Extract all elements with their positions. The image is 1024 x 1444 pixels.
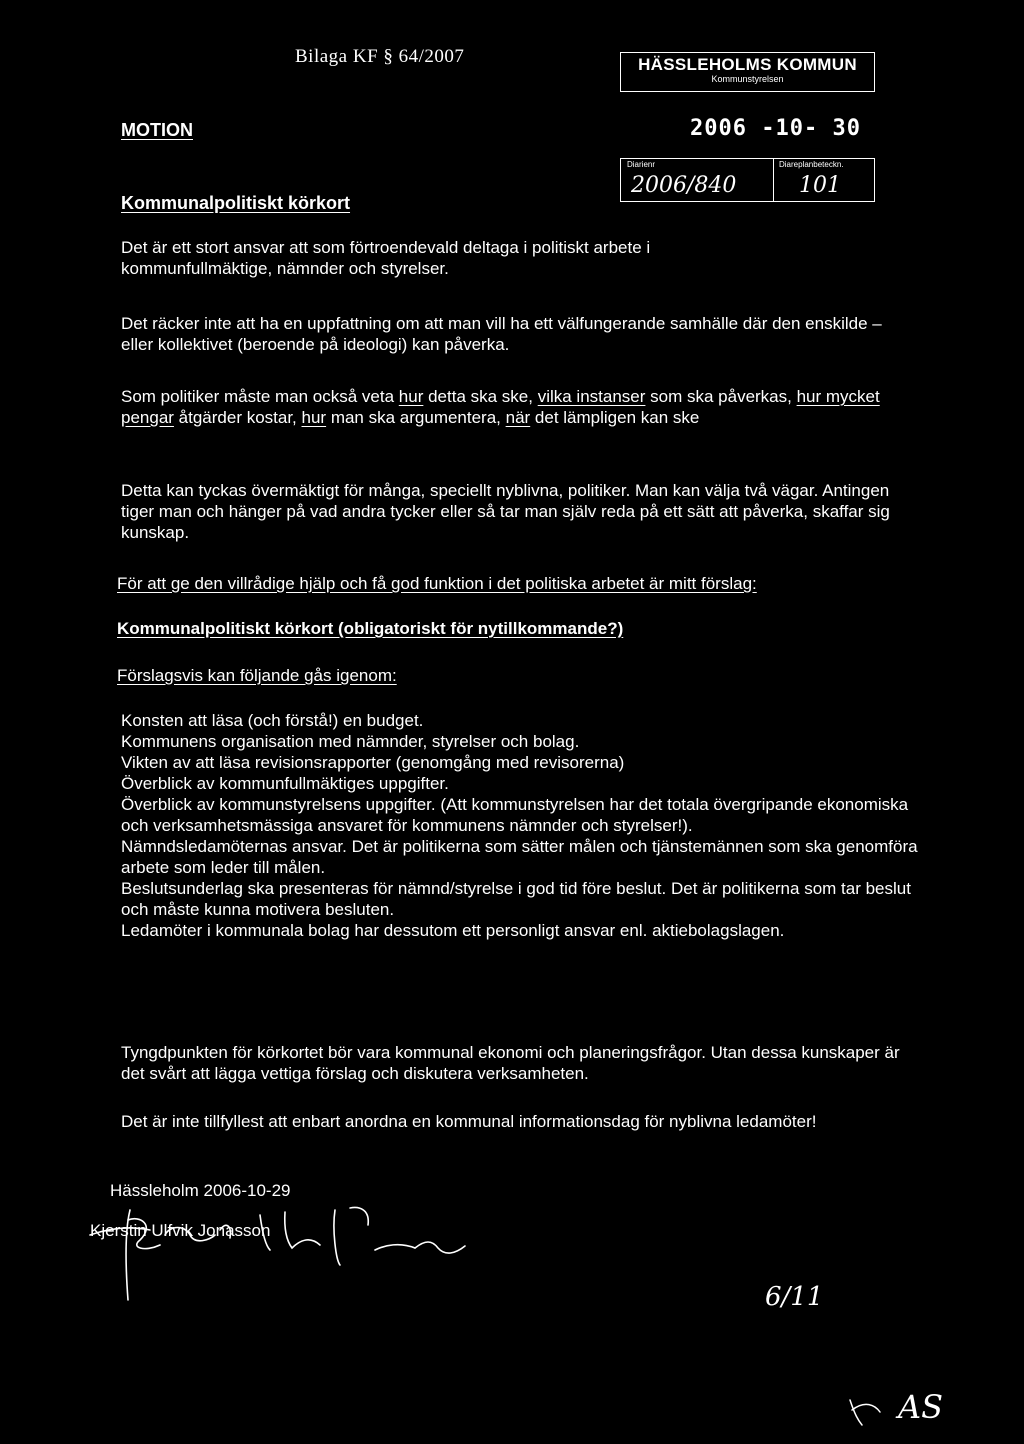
list-item: Ledamöter i kommunala bolag har dessutom ett personligt ansvar enl. aktiebolagslagen. bbox=[121, 921, 785, 940]
stamp-organization: HÄSSLEHOLMS KOMMUN bbox=[638, 55, 857, 74]
handwritten-note bbox=[745, 1270, 885, 1320]
list-item: Konsten att läsa (och förstå!) en budget. bbox=[121, 711, 424, 730]
document-type-label: MOTION bbox=[121, 120, 193, 140]
place-and-date: Hässleholm 2006-10-29 bbox=[110, 1181, 291, 1200]
list-item: Överblick av kommunstyrelsens uppgifter. (Att kommunstyrelsen har det totala övergripande ekonomiska och verksamhetsmässiga ansvaret för kommunens nämnder och styrelser!). bbox=[121, 795, 909, 835]
paragraph-knowledge bbox=[121, 386, 901, 428]
text-segment: detta ska ske, bbox=[423, 387, 538, 406]
paragraph-infoday: Det är inte tillfyllest att enbart anordna en kommunal informationsdag för nyblivna ledamöter! bbox=[121, 1112, 817, 1131]
text-segment: som ska påverkas, bbox=[645, 387, 797, 406]
topics-list bbox=[121, 710, 921, 941]
paragraph-responsibility: Det är ett stort ansvar att som förtroendevald deltaga i politiskt arbete i kommunfullmäktige, nämnder och styrelser. bbox=[121, 238, 651, 278]
stamp-diarie-number: 2006/840 bbox=[631, 173, 737, 198]
appendix-reference: Bilaga KF § 64/2007 bbox=[295, 46, 465, 67]
stamp-header-box bbox=[620, 52, 875, 92]
list-item: Vikten av att läsa revisionsrapporter (genomgång med revisorerna) bbox=[121, 753, 625, 772]
list-item: Kommunens organisation med nämnder, styrelser och bolag. bbox=[121, 732, 580, 751]
document-title: Kommunalpolitiskt körkort bbox=[121, 193, 351, 213]
proposal-heading: Kommunalpolitiskt körkort (obligatoriskt för nytillkommande?) bbox=[117, 619, 624, 638]
handwritten-initials-text: AS bbox=[898, 1388, 944, 1426]
stamp-diarie-label: Diarienr bbox=[627, 160, 656, 169]
stamp-divider bbox=[773, 159, 774, 201]
proposal-intro: För att ge den villrådige hjälp och få god funktion i det politiska arbetet är mitt förslag: bbox=[117, 574, 757, 593]
signer-name: Kjerstin Ulfvik Jonasson bbox=[90, 1221, 271, 1240]
stamp-department: Kommunstyrelsen bbox=[711, 74, 784, 84]
emphasis-how-argue: hur bbox=[301, 408, 327, 427]
paragraph-understanding: Det räcker inte att ha en uppfattning om att man vill ha ett välfungerande samhälle där den enskilde – eller kollektivet (beroende på ideologi) kan påverka. bbox=[121, 314, 882, 354]
stamp-plan-number: 101 bbox=[799, 173, 841, 198]
handwritten-initials bbox=[840, 1370, 990, 1430]
stamp-date: 2006 -10- 30 bbox=[690, 116, 861, 141]
text-segment: man ska argumentera, bbox=[326, 408, 506, 427]
topics-intro: Förslagsvis kan följande gås igenom: bbox=[117, 666, 397, 685]
emphasis-money: hur mycket pengar bbox=[121, 387, 880, 427]
stamp-plan-label: Diareplanbeteckn. bbox=[779, 160, 844, 169]
text-segment: det lämpligen kan ske bbox=[530, 408, 700, 427]
emphasis-when: när bbox=[505, 408, 531, 427]
received-stamp bbox=[620, 52, 875, 202]
handwritten-note-text: 6/11 bbox=[765, 1282, 824, 1312]
emphasis-instances: vilka instanser bbox=[537, 387, 646, 406]
list-item: Beslutsunderlag ska presenteras för nämnd/styrelse i god tid före beslut. Det är politikerna som tar beslut och måste kunna motivera besluten. bbox=[121, 879, 911, 919]
list-item: Överblick av kommunfullmäktiges uppgifter. bbox=[121, 774, 449, 793]
text-segment: åtgärder kostar, bbox=[173, 408, 302, 427]
paragraph-two-ways: Detta kan tyckas övermäktigt för många, speciellt nyblivna, politiker. Man kan välja två vägar. Antingen tiger man och hänger på vad andra tycker eller så tar man själv reda på ett sätt att påverka, skaffar sig kunskap. bbox=[121, 481, 890, 542]
text-segment: Som politiker måste man också veta bbox=[121, 387, 399, 406]
handwritten-signature bbox=[70, 1190, 490, 1310]
list-item: Nämndsledamöternas ansvar. Det är politikerna som sätter målen och tjänstemännen som ska genomföra arbete som leder till målen. bbox=[121, 837, 918, 877]
stamp-registry-box bbox=[620, 158, 875, 202]
paragraph-focus: Tyngdpunkten för körkortet bör vara kommunal ekonomi och planeringsfrågor. Utan dessa kunskaper är det svårt att lägga vettiga förslag och diskutera verksamheten. bbox=[121, 1043, 900, 1083]
emphasis-how: hur bbox=[398, 387, 424, 406]
